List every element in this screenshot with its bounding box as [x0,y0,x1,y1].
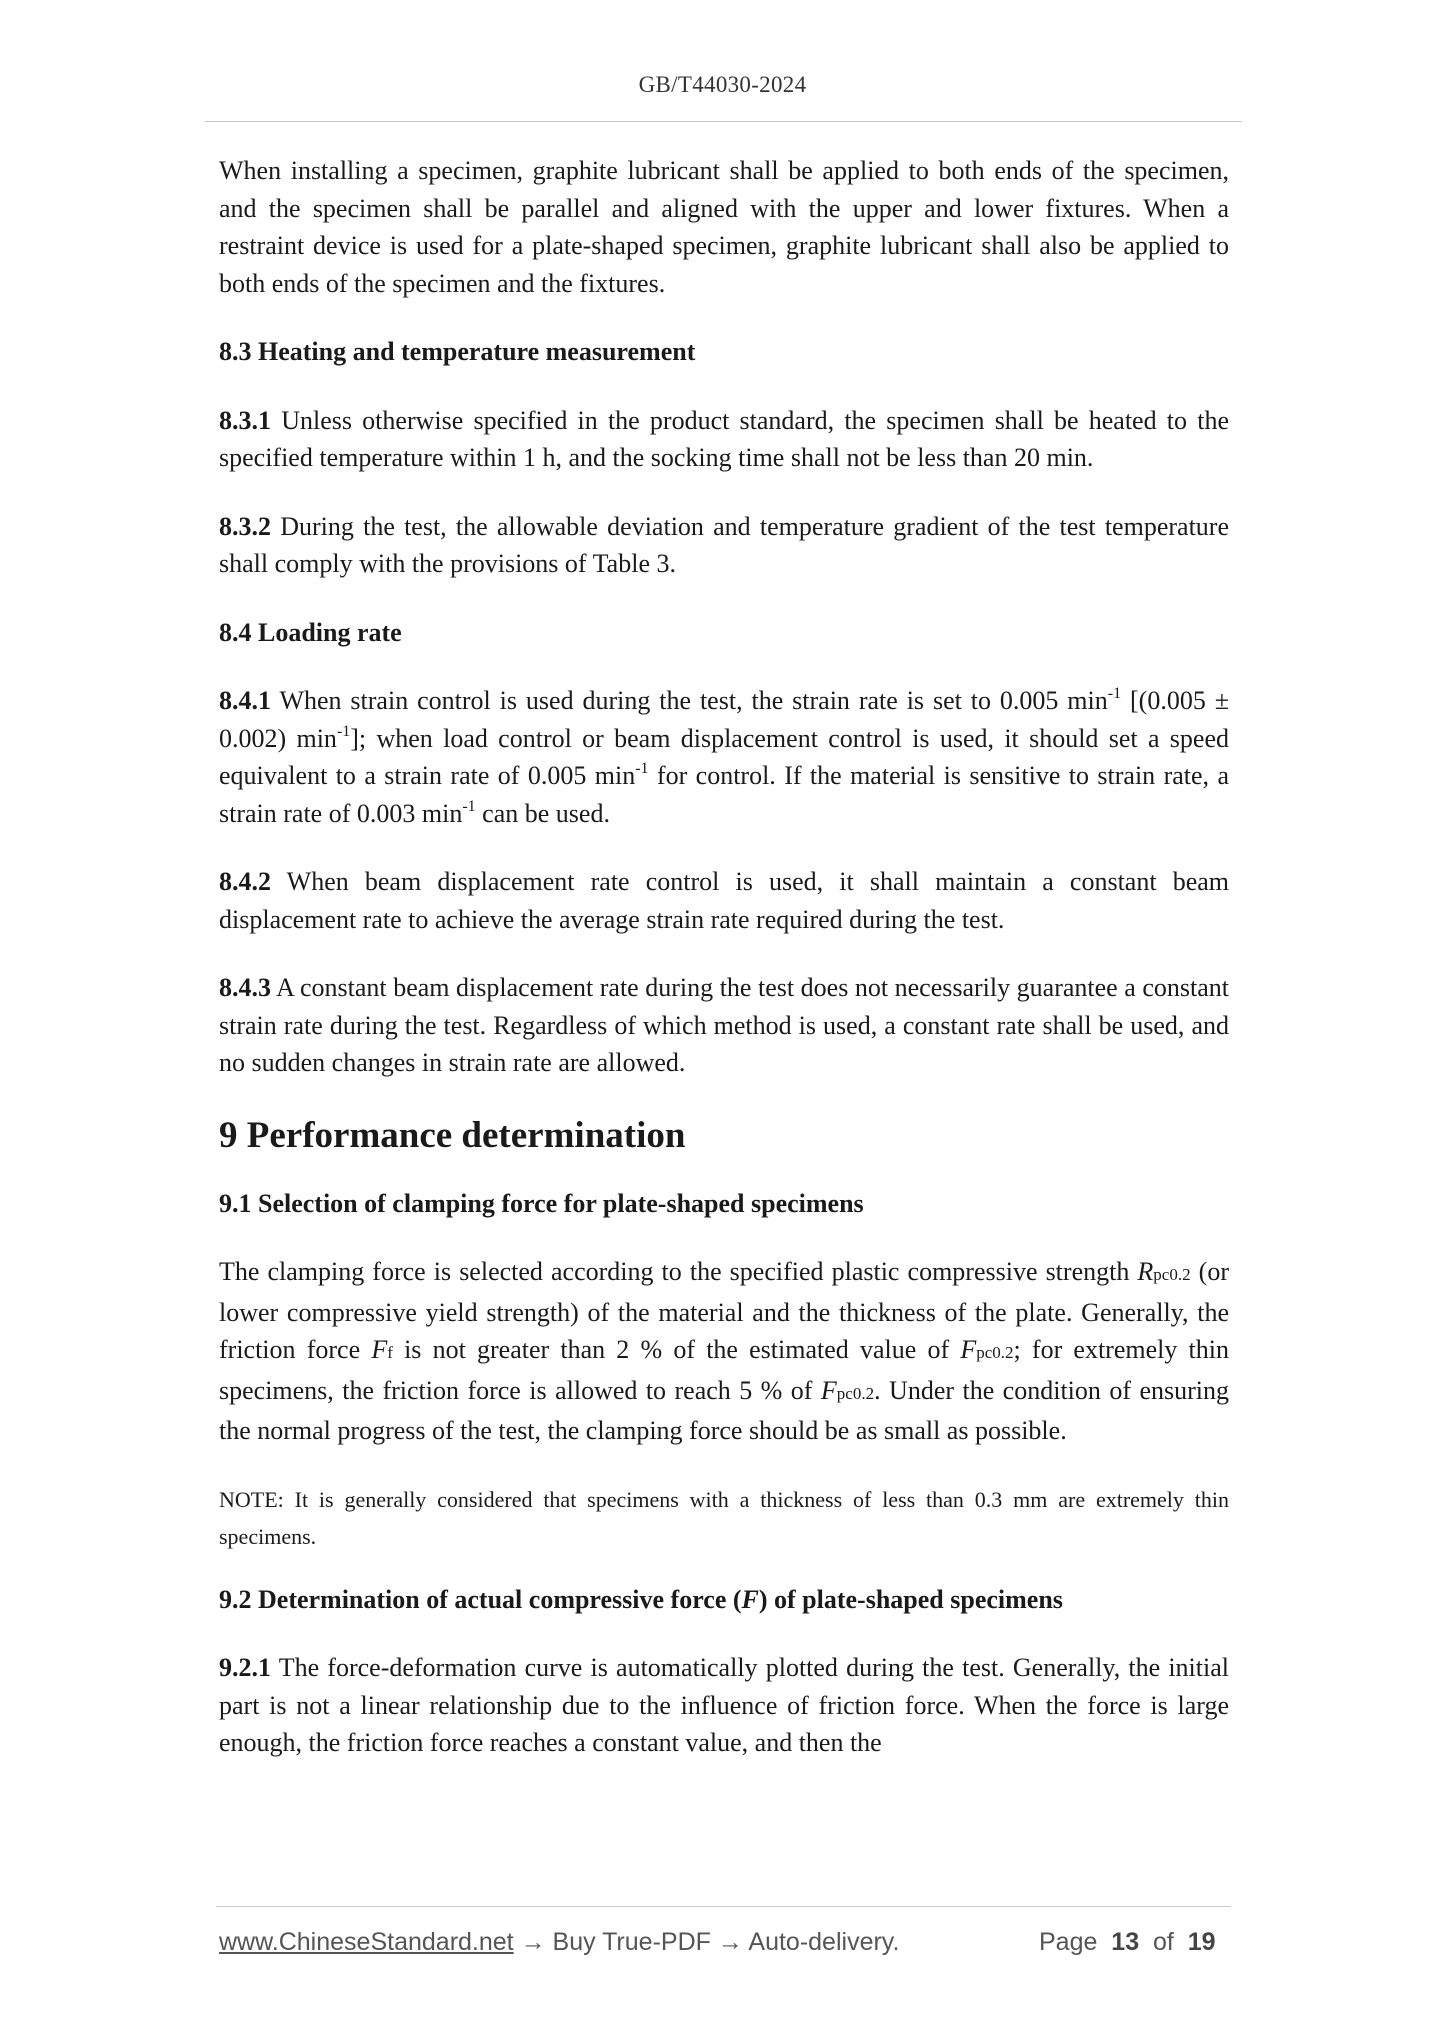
clause-text: ]; when load control or beam displacement control is used, it should set a speed equivalent to a strain rate of 0.005 min [219,723,1230,790]
exponent: -1 [1107,685,1122,702]
clause-number: 8.3.2 [219,511,271,541]
heading-text: 9.2 Determination of actual compressive force ( [219,1584,742,1614]
clause-text: The force-deformation curve is automatically plotted during the test. Generally, the initial part is not a linear relationship due to the influence of friction force. When the force is large enough, the friction force reaches a constant value, and then the [219,1653,1229,1757]
clause-number: 8.4.1 [219,686,271,715]
paragraph-text: ; for extremely thin specimens, the friction force is allowed to reach 5 % of [219,1335,1230,1405]
heading-8-4: 8.4 Loading rate [219,617,402,647]
exponent: -1 [336,722,351,740]
clause-text: When strain control is used during the test, the strain rate is set to 0.005 min [271,686,1108,715]
clause-number: 8.4.2 [219,867,271,896]
paragraph-clamping-force [219,1253,1229,1450]
subscript-f: f [387,1343,393,1362]
clause-text: [(0.005 ± 0.002) min [219,686,1230,753]
clause-9-2-1 [219,1649,1229,1762]
clause-8-4-1 [219,682,1229,832]
exponent: -1 [635,760,649,777]
footer-promo [219,1928,899,1957]
document-id-header: GB/T44030-2024 [638,72,807,97]
symbol-F: F [820,1375,837,1405]
page-number [1039,1928,1216,1957]
page-content [219,152,1229,1793]
subscript-pc02: pc0.2 [836,1383,875,1403]
paragraph-text: (or lower compressive yield strength) of the material and the thickness of the plate. Generally, the friction force [219,1257,1229,1364]
paragraph-text: . Under the condition of ensuring the normal progress of the test, the clamping force should be as small as possible. [219,1375,1229,1445]
paragraph-text: The clamping force is selected according to the specified plastic compressive strength [219,1257,1138,1286]
clause-number: 9.2.1 [219,1653,271,1682]
symbol-F: F [741,1584,759,1614]
symbol-F: F [371,1335,388,1364]
heading-9-1: 9.1 Selection of clamping force for plate-shaped specimens [219,1188,864,1218]
clause-text: When beam displacement rate control is used, it shall maintain a constant beam displacement rate to achieve the average strain rate required during the test. [219,867,1229,934]
heading-8-3: 8.3 Heating and temperature measurement [219,337,696,366]
heading-9-2 [219,1581,1229,1619]
heading-text: ) of plate-shaped specimens [758,1584,1063,1614]
clause-8-4-2 [219,863,1229,938]
current-page: 13 [1111,1928,1140,1956]
total-pages: 19 [1187,1928,1216,1956]
clause-8-3-2 [219,508,1229,583]
chapter-heading-9: 9 Performance determination [219,1114,686,1156]
note: NOTE: It is generally considered that specimens with a thickness of less than 0.3 mm are extremely thin specimens. [219,1486,1229,1549]
clause-text: for control. If the material is sensitive to strain rate, a strain rate of 0.003 min [219,761,1229,828]
clause-text: Unless otherwise specified in the product standard, the specimen shall be heated to the specified temperature within 1 h, and the socking time shall not be less than 20 min. [219,405,1229,472]
clause-number: 8.4.3 [219,973,271,1002]
exponent: -1 [462,797,476,815]
paragraph-text: is not greater than 2 % of the estimated value of [392,1335,961,1364]
clause-8-4-3 [219,969,1229,1082]
subscript-pc02: pc0.2 [1153,1265,1191,1284]
clause-text: A constant beam displacement rate during the test does not necessarily guarantee a constant strain rate during the test. Regardless of which method is used, a constant rate shall be used, and no sudden changes in strain rate are allowed. [219,973,1229,1077]
clause-number: 8.3.1 [219,405,271,435]
footer-promo-text: → Buy True-PDF → Auto-delivery. [513,1928,900,1956]
clause-text: During the test, the allowable deviation and temperature gradient of the test temperature shall comply with the provisions of Table 3. [219,511,1229,578]
of-label: of [1153,1928,1174,1956]
page-label: Page [1039,1928,1098,1956]
header-divider [205,121,1242,122]
website-link[interactable]: www.ChineseStandard.net [219,1928,514,1956]
subscript-pc02: pc0.2 [976,1343,1014,1362]
footer-divider [216,1906,1231,1907]
paragraph-specimen-installation: When installing a specimen, graphite lubricant shall be applied to both ends of the specimen, and the specimen shall be parallel and aligned with the upper and lower fixtures. When a restraint device is used for a plate-shaped specimen, graphite lubricant shall also be applied to both ends of the specimen and the fixtures. [219,156,1229,298]
symbol-F: F [960,1335,977,1364]
symbol-R: R [1137,1257,1154,1286]
clause-text: can be used. [475,798,610,828]
clause-8-3-1 [219,402,1229,477]
